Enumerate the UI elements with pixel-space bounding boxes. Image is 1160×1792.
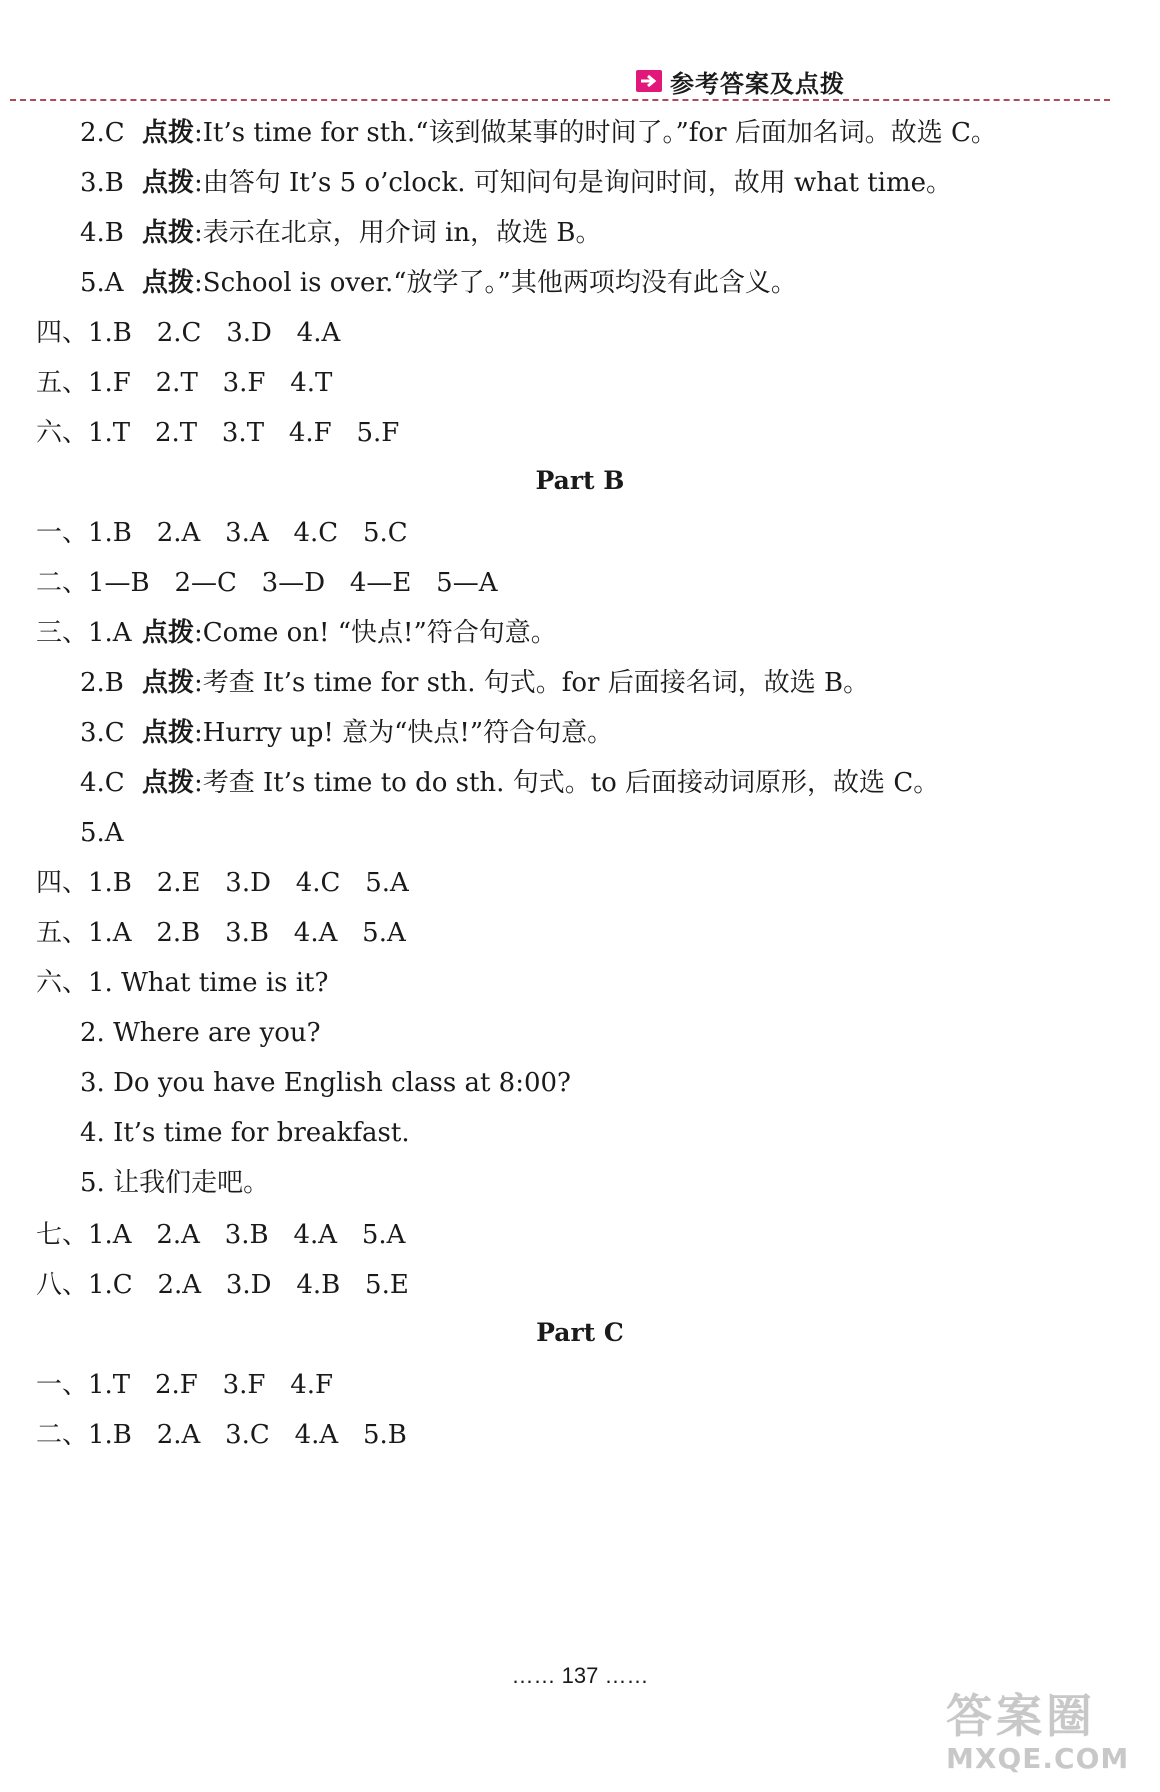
answer-number: 2. Where are you? [80,1018,321,1048]
answer-line [36,616,557,650]
answer-line [80,816,124,850]
answer-line [36,966,328,1000]
answer-line [80,666,869,700]
answer-line [36,516,408,550]
answer-line [80,116,997,150]
page-number: …… 137 …… [511,1663,649,1688]
answer-number: 2.B [80,668,124,698]
answer-number: 3.B [80,168,124,198]
answer-line [80,166,952,200]
hint-label: 点拨 [142,118,195,148]
answer-text: 一、1.T 2.F 3.F 4.F [36,1370,334,1400]
answer-text: 五、1.F 2.T 3.F 4.T [36,368,333,398]
answer-text: 六、1. What time is it? [36,968,329,998]
answer-line [36,1368,333,1402]
answer-number: 5. 让我们走吧。 [80,1168,270,1198]
hint-label: 点拨 [142,668,195,698]
answer-number: 2.C [80,118,125,148]
answer-number: 3. Do you have English class at 8:00? [80,1068,571,1098]
answer-line [80,266,797,300]
answer-number: 3.C [80,718,125,748]
answer-line [36,316,340,350]
answer-text: 五、1.A 2.B 3.B 4.A 5.A [36,918,406,948]
answer-line [36,1218,405,1252]
answer-line [80,766,939,800]
answer-line [36,866,409,900]
answer-text: 二、1.B 2.A 3.C 4.A 5.B [36,1420,407,1450]
answer-line [80,1016,321,1050]
answer-text: 四、1.B 2.E 3.D 4.C 5.A [36,868,409,898]
answer-number: 5.A [80,818,124,848]
answer-text: 八、1.C 2.A 3.D 4.B 5.E [36,1270,409,1300]
hint-label: 点拨 [142,718,195,748]
answer-text: 六、1.T 2.T 3.T 4.F 5.F [36,418,400,448]
answer-text: 四、1.B 2.C 3.D 4.A [36,318,341,348]
header-title: 参考答案及点拨 [670,69,845,98]
answer-text: :由答句 It’s 5 o’clock. 可知问句是询问时间，故用 what time。 [194,168,953,198]
answer-prefix: 三、1.A [36,618,132,648]
answer-text: :考查 It’s time for sth. 句式。for 后面接名词，故选 B。 [194,668,870,698]
section-title: Part B [535,466,625,495]
answer-number: 4.C [80,768,125,798]
hint-label: 点拨 [142,768,195,798]
watermark-sub: MXQE.COM [946,1742,1130,1775]
answer-line [36,1268,409,1302]
answer-text: 二、1—B 2—C 3—D 4—E 5—A [36,568,498,598]
page-header [636,66,845,96]
answer-line [36,566,498,600]
answer-text: :表示在北京，用介词 in，故选 B。 [194,218,602,248]
answer-text: :School is over.“放学了。”其他两项均没有此含义。 [194,268,797,298]
answer-line [36,416,399,450]
answer-text: 七、1.A 2.A 3.B 4.A 5.A [36,1220,406,1250]
answer-line [36,1418,407,1452]
answer-line [36,916,406,950]
answer-text: :考查 It’s time to do sth. 句式。to 后面接动词原形，故选 C。 [194,768,940,798]
answer-number: 5.A [80,268,124,298]
answer-text: :It’s time for sth.“该到做某事的时间了。”for 后面加名词。故选 C。 [194,118,997,148]
header-divider [10,99,1110,101]
hint-label: 点拨 [142,618,195,648]
answer-line [80,1166,269,1200]
section-title: Part C [536,1318,624,1347]
answer-line [80,1066,571,1100]
answer-number: 4. It’s time for breakfast. [80,1118,410,1148]
answer-line [80,716,613,750]
arrow-icon [636,70,662,92]
answer-text: :Come on! “快点!”符合句意。 [194,618,557,648]
watermark-logo [946,1690,1146,1785]
answer-line [80,1116,410,1150]
hint-label: 点拨 [142,218,195,248]
answer-number: 4.B [80,218,124,248]
hint-label: 点拨 [142,168,195,198]
answer-line [36,366,332,400]
answer-text: 一、1.B 2.A 3.A 4.C 5.C [36,518,408,548]
answer-line [80,216,601,250]
watermark-main: 答案圈 [946,1689,1096,1743]
answer-text: :Hurry up! 意为“快点!”符合句意。 [194,718,614,748]
hint-label: 点拨 [142,268,195,298]
